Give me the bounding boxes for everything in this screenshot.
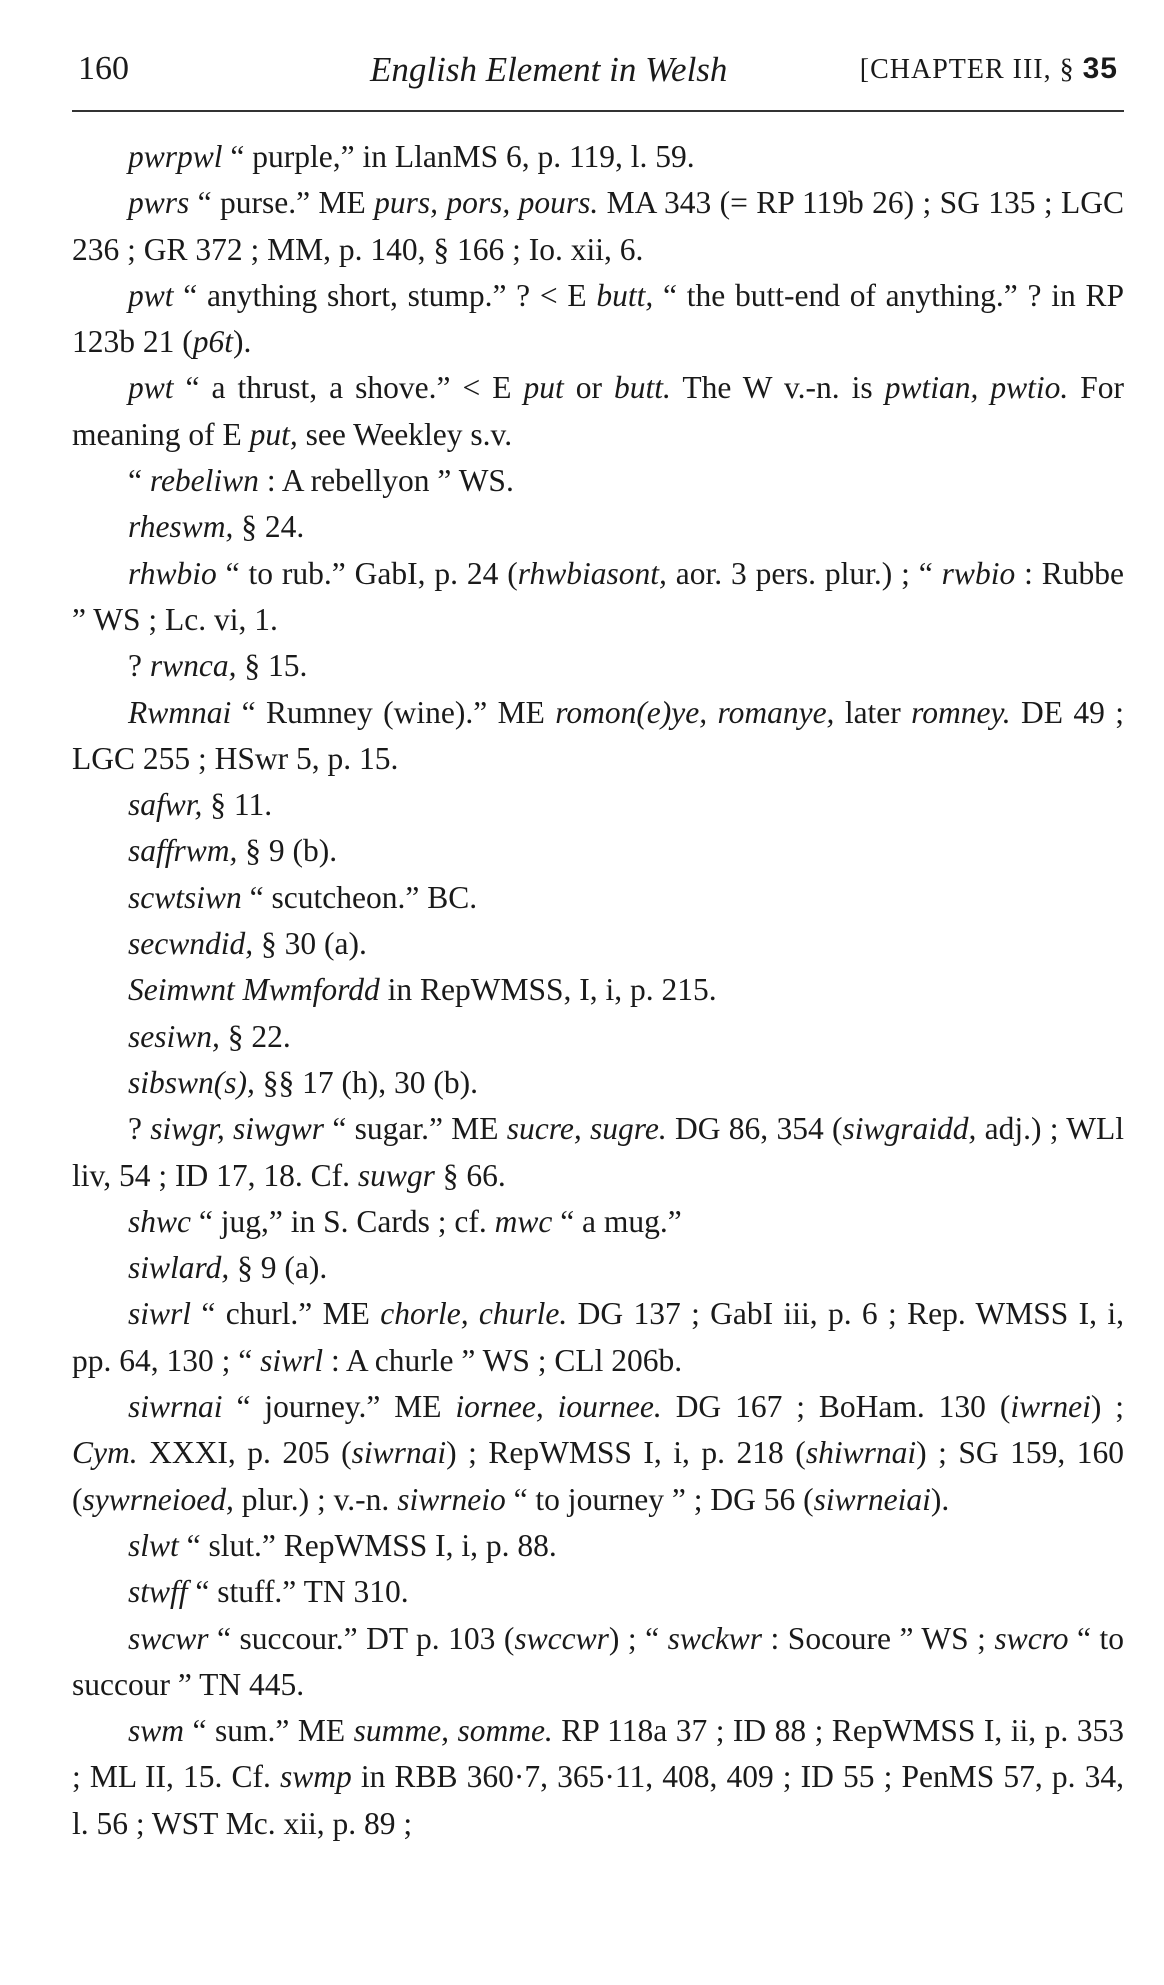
entry-text: “ slut.” RepWMSS I, i, p. 88. [178,1527,557,1563]
entry-text: § 9 (b). [237,833,338,869]
entry-italic-text: siwgr, siwgwr [150,1111,325,1147]
entry-text: § 24. [233,509,305,545]
entry-text: “ purse.” ME [189,185,375,221]
entry-text: § 9 (a). [229,1250,328,1286]
chapter-reference [860,52,1118,86]
entry-italic-text: siwrl [260,1342,324,1378]
entry-italic-text: purs, pors, pours. [374,185,599,221]
glossary-entry [72,1060,1124,1106]
entry-italic-text: Seimwnt Mwmfordd [128,972,380,1008]
entry-text: ). [930,1481,950,1517]
page-number: 160 [78,50,129,87]
section-number: 35 [1082,52,1118,85]
entry-italic-text: pwt [128,370,174,406]
entry-italic-text: rheswm, [128,509,234,545]
entry-italic-text: swcro [994,1620,1069,1656]
entry-text: “ jug,” in S. Cards ; cf. [191,1203,495,1239]
entry-text: in RBB 360·7, 365·11, 408, 409 ; ID 55 ; PenMS 57, p. 34, l. 56 ; WST Mc. xii, p. 89 ; [72,1759,1124,1841]
entry-text: DE 49 ; LGC 255 ; HSwr 5, p. 15. [72,694,1125,776]
entry-italic-text: siwrl [128,1296,192,1332]
entry-italic-text: swckwr [667,1620,763,1656]
page-header [70,44,1124,94]
entry-italic-text: slwt [128,1527,179,1563]
entry-text: : A rebellyon ” WS. [258,463,514,499]
entry-text: later [834,694,912,730]
entry-italic-text: pwtian, pwtio. [884,370,1069,406]
entry-text: § 11. [202,787,273,823]
entry-text: XXXI, p. 205 ( [137,1435,352,1471]
entry-italic-text: shiwrnai [805,1435,917,1471]
entry-italic-text: butt, [596,277,654,313]
glossary-entry [72,504,1124,550]
entry-italic-text: put [523,370,564,406]
glossary-entry [72,180,1124,273]
entry-text: The W v.-n. is [670,370,885,406]
entry-text: : Socoure ” WS ; [762,1620,995,1656]
entry-italic-text: swcwr [128,1620,209,1656]
glossary-entry [72,273,1124,366]
entry-text: “ Rumney (wine).” ME [231,694,556,730]
entry-italic-text: siwrnai [128,1389,223,1425]
entry-italic-text: shwc [128,1203,191,1239]
entry-text: “ sugar.” ME [324,1111,507,1147]
entry-italic-text: secwndid, [128,926,254,962]
entry-italic-text: iornee, iournee. [455,1389,662,1425]
entry-italic-text: chorle, churle. [380,1296,568,1332]
entry-italic-text: romney. [911,694,1011,730]
entry-italic-text: swmp [280,1759,352,1795]
entry-italic-text: rebeliwn [149,463,259,499]
glossary-entry [72,458,1124,504]
entry-text: ? [128,648,150,684]
entry-text: or [563,370,615,406]
glossary-entry [72,1523,1124,1569]
entry-text: plur.) ; v.-n. [233,1481,398,1517]
glossary-entry [72,365,1124,458]
entry-text: adj.) ; WLl liv, 54 ; ID 17, 18. Cf. [72,1111,1124,1193]
entry-italic-text: siwgraidd, [842,1111,977,1147]
chapter-label: [CHAPTER III, § [859,54,1075,85]
entry-text: “ stuff.” TN 310. [187,1574,409,1610]
running-title: English Element in Welsh [370,50,728,89]
entry-italic-text: sucre, sugre. [506,1111,667,1147]
entry-text: ? [128,1111,151,1147]
entry-text: “ churl.” ME [191,1296,381,1332]
entry-italic-text: sibswn(s), [128,1064,255,1100]
entry-italic-text: sesiwn, [128,1018,220,1054]
entry-text: aor. 3 pers. plur.) ; “ [666,555,942,591]
entry-text: see Weekley s.v. [297,416,513,452]
entry-text: “ anything short, stump.” ? < E [173,277,597,313]
entry-italic-text: pwrs [128,185,190,221]
entry-text: “ succour.” DT p. 103 ( [208,1620,515,1656]
entry-text: § 66. [434,1157,506,1193]
glossary-entry [72,967,1124,1013]
glossary-entry [72,875,1124,921]
entry-text: “ [128,463,150,499]
entry-italic-text: scwtsiwn [128,879,242,915]
entry-italic-text: mwc [494,1203,553,1239]
entry-italic-text: put, [249,416,298,452]
entry-text: For meaning of E [72,370,1125,452]
entry-text: DG 137 ; GabI iii, p. 6 ; Rep. WMSS I, i, pp. 64, 130 ; “ [72,1296,1124,1378]
entry-italic-text: Rwmnai [128,694,232,730]
entry-text: “ journey.” ME [222,1389,456,1425]
entry-text: “ a mug.” [552,1203,682,1239]
entry-italic-text: romon(e)ye, romanye, [555,694,835,730]
entry-italic-text: iwrnei [1010,1389,1091,1425]
entry-text: “ a thrust, a shove.” < E [173,370,524,406]
entry-italic-text: siwrneiai [813,1481,931,1517]
entry-text: MA 343 (= RP 119b 26) ; SG 135 ; LGC 236 ; GR 372 ; MM, p. 140, § 166 ; Io. xii, 6. [72,185,1124,267]
entry-italic-text: rhwbiasont, [517,555,667,591]
glossary-entry [72,1291,1124,1384]
entry-italic-text: pwt [128,277,174,313]
entry-italic-text: p6t [192,324,234,360]
entry-italic-text: suwgr [357,1157,435,1193]
entry-text: “ the butt-end of anything.” ? in RP 123b 21 ( [72,277,1125,360]
entry-text: “ sum.” ME [184,1713,354,1749]
entry-text: § 15. [236,648,308,684]
glossary-entry [72,643,1124,689]
glossary-entry [72,1245,1124,1291]
entry-text: ) ; “ [608,1620,668,1656]
entry-text: ). [233,324,252,360]
entry-italic-text: siwrneio [397,1481,506,1517]
entry-text: § 30 (a). [253,926,367,962]
glossary-entry [72,921,1124,967]
glossary-entry [72,551,1124,644]
entry-italic-text: saffrwm, [128,833,238,869]
entry-italic-text: swm [128,1713,185,1749]
entry-text: “ to journey ” ; DG 56 ( [505,1481,814,1517]
entry-text: : A churle ” WS ; CLl 206b. [323,1342,683,1378]
glossary-entry [72,828,1124,874]
entry-italic-text: swccwr [514,1620,609,1656]
entry-italic-text: summe, somme. [353,1713,553,1749]
glossary-entry [72,690,1124,783]
entry-italic-text: pwrpwl [128,139,223,174]
glossary-entry [72,1708,1124,1847]
entry-italic-text: safwr, [128,787,203,823]
entry-italic-text: siwlard, [128,1250,230,1286]
entry-text: “ to succour ” TN 445. [72,1620,1124,1702]
entry-text: §§ 17 (h), 30 (b). [254,1064,478,1100]
entry-text: ) ; RepWMSS I, i, p. 218 ( [446,1435,806,1471]
entry-text: DG 86, 354 ( [666,1111,843,1147]
entry-text: § 22. [219,1018,291,1054]
entry-italic-text: butt. [614,370,671,406]
glossary-body [72,134,1124,1847]
entry-text: RP 118a 37 ; ID 88 ; RepWMSS I, ii, p. 353 ; ML II, 15. Cf. [72,1713,1124,1795]
entry-italic-text: rwnca, [149,648,237,684]
entry-text: DG 167 ; BoHam. 130 ( [661,1389,1011,1425]
entry-text: “ purple,” in LlanMS 6, p. 119, l. 59. [222,139,695,174]
entry-italic-text: sywrneioed, [82,1481,234,1517]
glossary-entry [72,1616,1124,1709]
entry-italic-text: stwff [128,1574,188,1610]
header-rule [72,110,1124,112]
glossary-entry [72,1106,1124,1199]
glossary-entry [72,1199,1124,1245]
entry-text: ) ; SG 159, 160 ( [72,1435,1124,1517]
entry-text: in RepWMSS, I, i, p. 215. [379,972,717,1008]
entry-italic-text: siwrnai [351,1435,447,1471]
glossary-entry [72,782,1124,828]
entry-text: “ to rub.” GabI, p. 24 ( [216,555,518,591]
entry-italic-text: Cym. [72,1435,138,1471]
entry-italic-text: rwbio [941,555,1016,591]
glossary-entry [72,1569,1124,1615]
glossary-entry [72,1014,1124,1060]
glossary-entry [72,1384,1124,1523]
entry-italic-text: rhwbio [128,555,217,591]
entry-text: : Rubbe ” WS ; Lc. vi, 1. [72,555,1124,637]
entry-text: “ scutcheon.” BC. [241,879,478,915]
entry-text: ) ; [1090,1389,1124,1425]
glossary-entry [72,134,1124,180]
